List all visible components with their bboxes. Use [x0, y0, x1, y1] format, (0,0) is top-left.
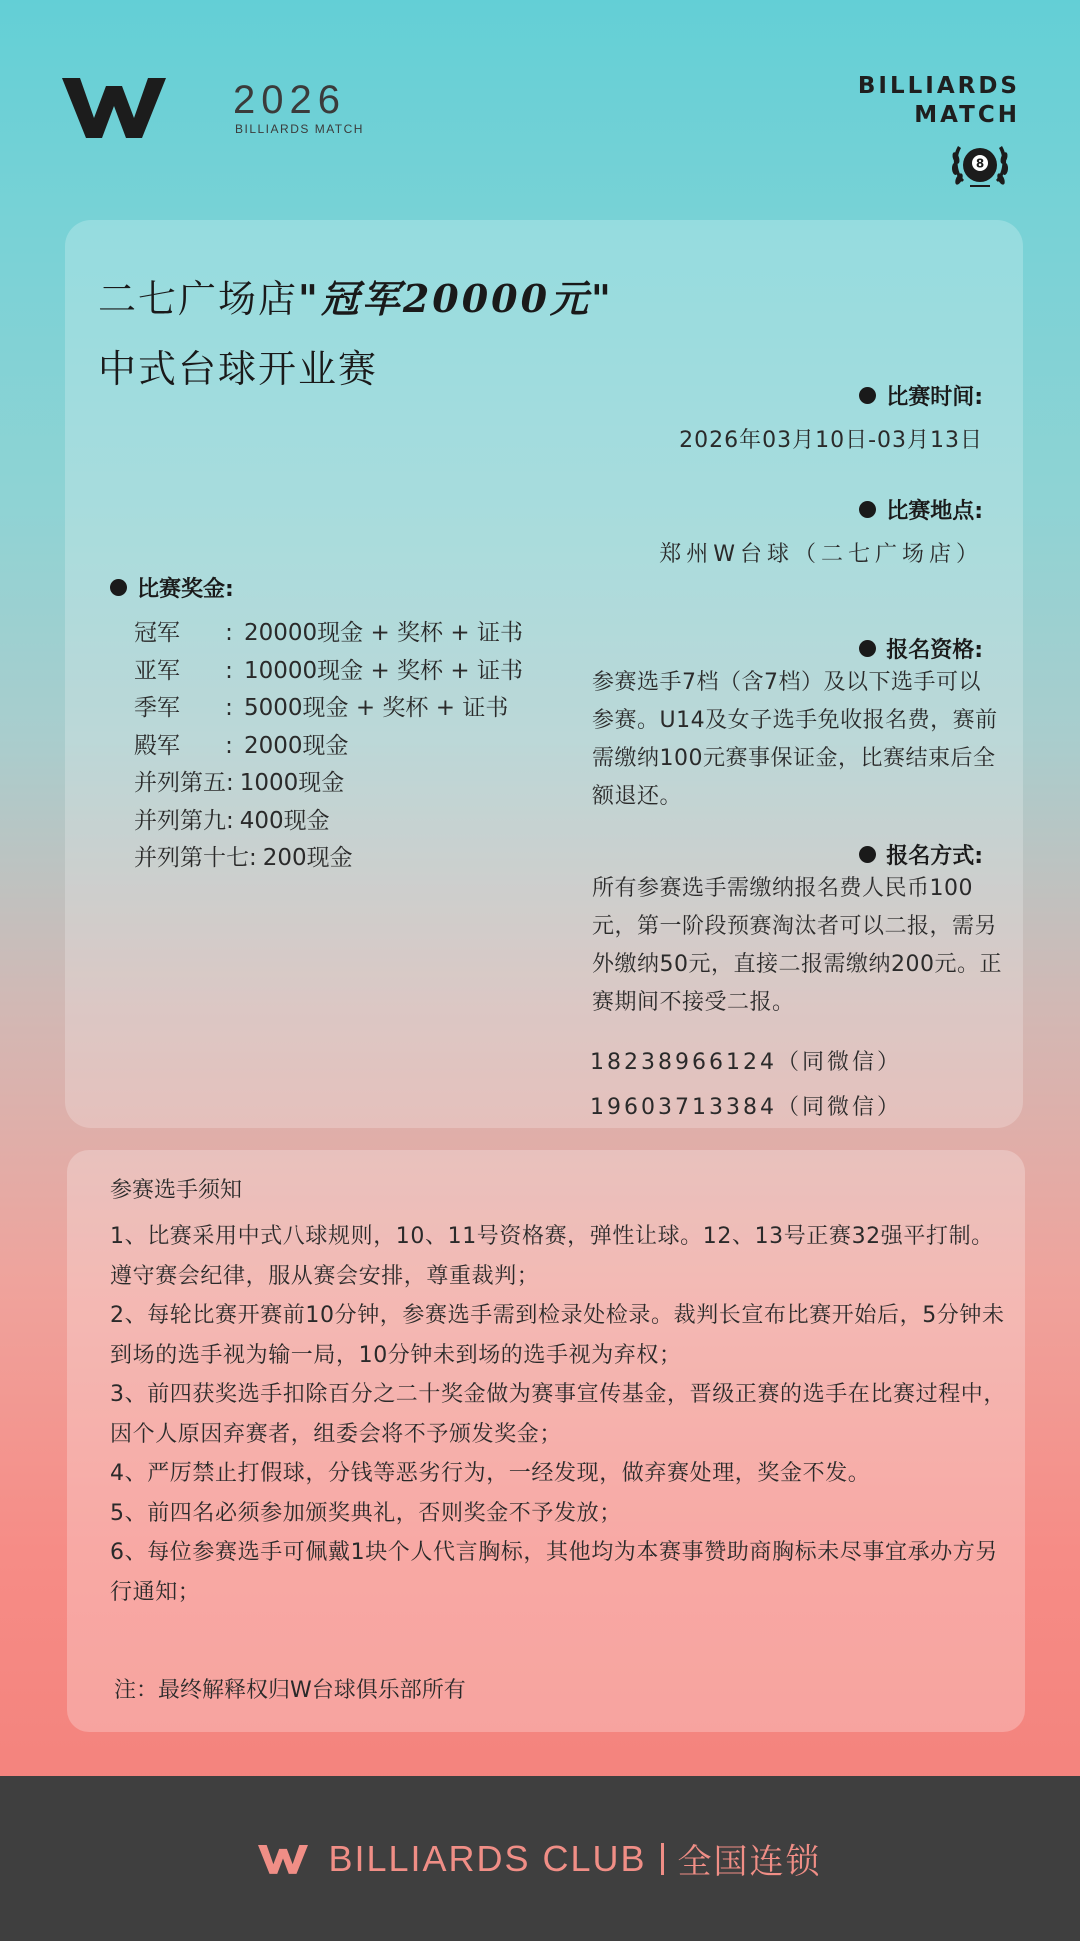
prize-block [110, 572, 523, 878]
eligibility-text: 参赛选手7档（含7档）及以下选手可以参赛。U14及女子选手免收报名费，赛前需缴纳100元赛事保证金，比赛结束后全额退还。 [592, 670, 998, 809]
rule-item: 2、每轮比赛开赛前10分钟，参赛选手需到检录处检录。裁判长宣布比赛开始后，5分钟未到场的选手视为输一局，10分钟未到场的选手视为弃权； [110, 1303, 1005, 1368]
rule-item: 1、比赛采用中式八球规则，10、11号资格赛，弹性让球。12、13号正赛32强平打制。遵守赛会纪律，服从赛会安排，尊重裁判； [110, 1224, 994, 1289]
time-block [679, 380, 983, 454]
time-value: 2026年03月10日-03月13日 [679, 428, 983, 453]
time-label: 比赛时间: [886, 385, 983, 410]
time-heading [679, 380, 983, 411]
prize-rank: 并列第九 [134, 807, 226, 834]
rule-item: 6、每位参赛选手可佩戴1块个人代言胸标，其他均为本赛事赞助商胸标未尽事宜承办方另行通知； [110, 1540, 998, 1605]
eight-ball-laurel-icon [948, 138, 1012, 192]
rule-item: 5、前四名必须参加颁奖典礼，否则奖金不予发放； [110, 1500, 622, 1526]
location-heading [659, 494, 983, 525]
svg-text:8: 8 [975, 156, 985, 171]
prize-sep: : [225, 657, 233, 684]
billiards-match-line1: BILLIARDS [857, 73, 1020, 99]
registration-text: 所有参赛选手需缴纳报名费人民币100元，第一阶段预赛淘汰者可以二报，需另外缴纳50元，直接二报需缴纳200元。正赛期间不接受二报。 [592, 876, 1002, 1015]
header [0, 0, 1080, 210]
prize-heading [110, 572, 523, 603]
prize-row [134, 765, 523, 803]
event-title-line1 [98, 268, 614, 323]
prize-rank: 殿军 [134, 732, 180, 759]
prize-value: 2000现金 [244, 732, 349, 759]
prize-rank: 亚军 [134, 657, 180, 684]
prize-sep: : [226, 770, 234, 796]
prize-value: 5000现金 + 奖杯 + 证书 [244, 695, 509, 721]
bullet-dot-icon [859, 846, 876, 863]
prize-rank: 季军 [134, 695, 180, 721]
rules-list [110, 1217, 1010, 1612]
prize-rank: 并列第十七 [134, 845, 249, 871]
prize-sep: : [249, 845, 257, 871]
notice-title: 参赛选手须知 [110, 1178, 243, 1203]
rule-item: 3、前四获奖选手扣除百分之二十奖金做为赛事宣传基金，晋级正赛的选手在比赛过程中，因个人原因弃赛者，组委会将不予颁发奖金； [110, 1382, 1006, 1447]
registration-heading-block [859, 839, 983, 870]
footer [0, 1776, 1080, 1941]
eligibility-label: 报名资格: [886, 638, 983, 663]
prize-sep: : [225, 732, 233, 759]
registration-label: 报名方式: [886, 844, 983, 869]
w-logo-icon [258, 1842, 308, 1876]
bullet-dot-icon [110, 579, 127, 596]
prize-row [134, 728, 523, 766]
footer-club-text: BILLIARDS CLUB [328, 1837, 647, 1879]
footer-divider [661, 1843, 664, 1875]
prize-rank: 并列第五 [134, 770, 226, 796]
prize-value: 1000现金 [239, 770, 345, 796]
location-value: 郑州W台球（二七广场店） [659, 542, 983, 567]
footer-chain-text: 全国连锁 [677, 1842, 822, 1882]
location-block [659, 494, 983, 568]
title-prize-quote: "冠军20000元" [298, 276, 614, 321]
prize-row [134, 803, 523, 841]
eligibility-heading [859, 633, 983, 664]
prize-sep: : [225, 620, 233, 646]
prize-row [134, 690, 523, 728]
year-subtitle: BILLIARDS MATCH [235, 122, 364, 136]
location-label: 比赛地点: [886, 499, 983, 524]
footer-brand [0, 1776, 1080, 1941]
w-logo-icon [62, 74, 166, 140]
bullet-dot-icon [859, 640, 876, 657]
title-prefix: 二七广场店 [98, 277, 299, 321]
bullet-dot-icon [859, 387, 876, 404]
eligibility-heading-block [859, 633, 983, 664]
registration-heading [859, 839, 983, 870]
event-title-line2: 中式台球开业赛 [98, 347, 379, 391]
prize-label: 比赛奖金: [137, 577, 234, 602]
prize-sep: : [225, 695, 233, 721]
phone-1[interactable]: 18238966124（同微信） [590, 1050, 902, 1075]
footnote: 注：最终解释权归W台球俱乐部所有 [114, 1678, 466, 1703]
prize-rank: 冠军 [134, 620, 180, 646]
prize-row [134, 653, 523, 691]
prize-sep: : [226, 807, 234, 834]
prize-value: 200现金 [262, 845, 353, 871]
billiards-match-line2: MATCH [914, 102, 1020, 128]
prize-row [134, 615, 523, 653]
prize-row [134, 840, 523, 878]
bullet-dot-icon [859, 501, 876, 518]
prize-value: 400现金 [239, 807, 330, 834]
prize-list [134, 615, 523, 878]
year-label: 2026 [233, 78, 346, 122]
billiards-match-label [858, 72, 1020, 130]
prize-value: 10000现金 + 奖杯 + 证书 [244, 657, 523, 684]
phone-2[interactable]: 19603713384（同微信） [590, 1095, 902, 1120]
prize-value: 20000现金 + 奖杯 + 证书 [244, 620, 523, 646]
rule-item: 4、严厉禁止打假球，分钱等恶劣行为，一经发现，做弃赛处理，奖金不发。 [110, 1461, 871, 1486]
